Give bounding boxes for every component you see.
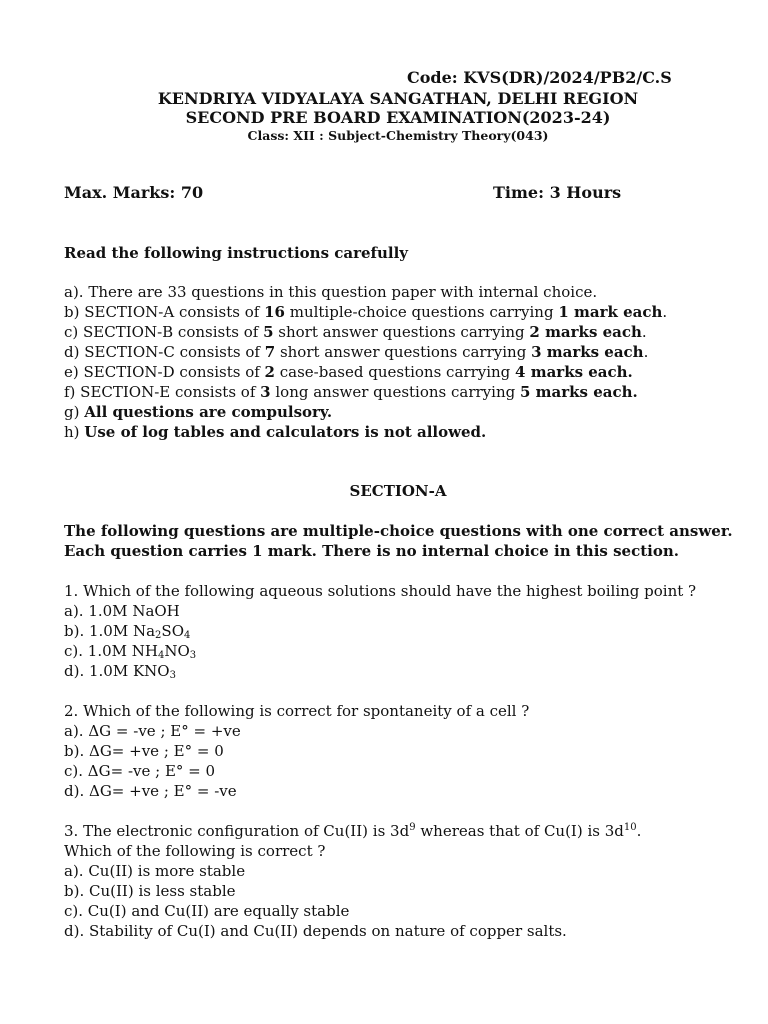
instruction-c: c) SECTION-B consists of 5 short answer questions carrying 2 marks each. — [64, 323, 647, 341]
question-3-option-d: d). Stability of Cu(I) and Cu(II) depends on nature of copper salts. — [64, 922, 567, 940]
question-2-option-b: b). ΔG= +ve ; E° = 0 — [64, 742, 224, 760]
question-3-option-c: c). Cu(I) and Cu(II) are equally stable — [64, 902, 350, 920]
question-3-text: 3. The electronic configuration of Cu(II) is $3d^9$ whereas that of Cu(I) is $3d^{10}$. — [64, 822, 642, 840]
section-a-intro — [64, 521, 733, 561]
instructions-heading: Read the following instructions carefully — [64, 244, 409, 262]
question-2-text: 2. Which of the following is correct for spontaneity of a cell ? — [64, 702, 530, 720]
paper-code: Code: KVS(DR)/2024/PB2/C.S — [407, 68, 672, 87]
instruction-h: h) Use of log tables and calculators is not allowed. — [64, 423, 487, 441]
instruction-e: e) SECTION-D consists of 2 case-based questions carrying 4 marks each. — [64, 363, 633, 381]
question-1 — [64, 581, 696, 681]
max-marks: Max. Marks: 70 — [64, 183, 204, 202]
question-3 — [64, 821, 641, 941]
question-2-option-a: a). ΔG = -ve ; E° = +ve — [64, 722, 241, 740]
instruction-b: b) SECTION-A consists of 16 multiple-choice questions carrying 1 mark each. — [64, 303, 668, 321]
time-allowed: Time: 3 Hours — [493, 183, 622, 202]
question-2-option-d: d). ΔG= +ve ; E° = -ve — [64, 782, 237, 800]
exam-title: SECOND PRE BOARD EXAMINATION(2023-24) — [185, 108, 611, 127]
organization-title: KENDRIYA VIDYALAYA SANGATHAN, DELHI REGION — [157, 89, 639, 108]
section-a-intro-line1: The following questions are multiple-choice questions with one correct answer. — [64, 522, 733, 540]
class-subject: Class: XII : Subject-Chemistry Theory(043) — [247, 128, 549, 143]
question-1-option-d: d). 1.0M $KNO_3$ — [64, 662, 176, 681]
question-1-option-c: c). 1.0M $NH_4NO_3$ — [64, 642, 197, 661]
question-1-option-b: b). 1.0M $Na_2SO_4$ — [64, 622, 191, 641]
question-2 — [64, 701, 529, 801]
question-2-option-c: c). ΔG= -ve ; E° = 0 — [64, 762, 216, 780]
section-a-title: SECTION-A — [349, 482, 447, 500]
question-3-text-line2: Which of the following is correct ? — [64, 842, 326, 860]
instruction-d: d) SECTION-C consists of 7 short answer questions carrying 3 marks each. — [64, 343, 649, 361]
instruction-a: a). There are 33 questions in this question paper with internal choice. — [64, 283, 598, 301]
question-1-option-a: a). 1.0M NaOH — [64, 602, 180, 620]
section-a-intro-line2: Each question carries 1 mark. There is no internal choice in this section. — [64, 542, 679, 560]
question-1-text: 1. Which of the following aqueous solutions should have the highest boiling point ? — [64, 582, 697, 600]
question-3-option-b: b). Cu(II) is less stable — [64, 882, 236, 900]
instruction-g: g) All questions are compulsory. — [64, 403, 333, 421]
instruction-f: f) SECTION-E consists of 3 long answer questions carrying 5 marks each. — [64, 383, 638, 401]
instructions-list — [64, 282, 667, 442]
question-3-option-a: a). Cu(II) is more stable — [64, 862, 246, 880]
